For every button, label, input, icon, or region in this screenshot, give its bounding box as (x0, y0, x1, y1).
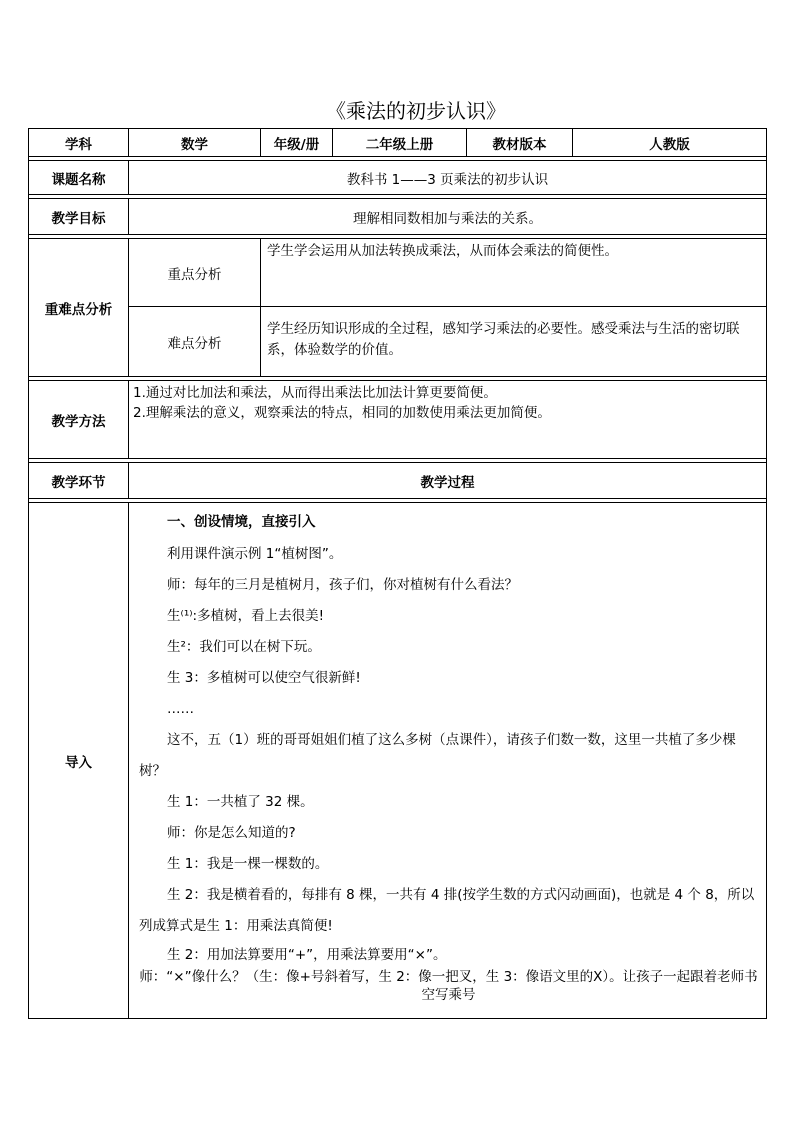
intro-stage-label: 导入 (29, 503, 129, 1019)
key-value: 学生学会运用从加法转换成乘法，从而体会乘法的简便性。 (261, 239, 767, 307)
method-line-1: 1.通过对比加法和乘法，从而得出乘法比加法计算更要简便。 (133, 385, 497, 401)
intro-heading: 一、创设情境，直接引入 (167, 514, 316, 530)
intro-line: 师：每年的三月是植树月，孩子们，你对植树有什么看法？ (167, 577, 518, 593)
objective-row (29, 199, 767, 235)
lesson-plan-table (28, 128, 767, 1019)
stage-header-row (29, 463, 767, 499)
intro-line: 生²：我们可以在树下玩。 (167, 639, 321, 655)
intro-line: 利用课件演示例 1“植树图”。 (167, 546, 343, 562)
intro-line: 这不，五（1）班的哥哥姐姐们植了这么多树（点课件），请孩子们数一数，这里一共植了多少棵树？ (139, 732, 736, 779)
grade-label: 年级/册 (261, 129, 333, 157)
topic-value: 教科书 1——3 页乘法的初步认识 (129, 161, 767, 195)
difficult-point-row (29, 307, 767, 377)
objective-label: 教学目标 (29, 199, 129, 235)
process-label: 教学过程 (129, 463, 767, 499)
method-row (29, 381, 767, 459)
intro-line: 生⁽¹⁾:多植树，看上去很美! (167, 608, 325, 624)
difficult-label: 难点分析 (129, 307, 261, 377)
intro-line: 生 2：我是横着看的，每排有 8 棵，一共有 4 排(按学生数的方式闪动画面)，也就是 4 个 8，所以列成算式是生 1：用乘法真简便! (139, 887, 755, 934)
intro-row (29, 503, 767, 1019)
subject-label: 学科 (29, 129, 129, 157)
key-point-row (29, 239, 767, 307)
edition-value: 人教版 (573, 129, 767, 157)
objective-value: 理解相同数相加与乘法的关系。 (129, 199, 767, 235)
header-row (29, 129, 767, 157)
intro-line: 生 2：用加法算要用“+”，用乘法算要用“×”。 (167, 947, 447, 963)
intro-line: 生 3：多植树可以使空气很新鲜! (167, 670, 361, 686)
method-line-2: 2.理解乘法的意义，观察乘法的特点，相同的加数使用乘法更加简便。 (133, 405, 551, 421)
difficult-value: 学生经历知识形成的全过程，感知学习乘法的必要性。感受乘法与生活的密切联系，体验数学的价值。 (261, 307, 767, 377)
stage-label: 教学环节 (29, 463, 129, 499)
intro-line: …… (167, 701, 194, 717)
intro-line: 生 1：一共植了 32 棵。 (167, 794, 314, 810)
key-points-label: 重难点分析 (29, 239, 129, 377)
topic-row (29, 161, 767, 195)
intro-line: 生 1：我是一棵一棵数的。 (167, 856, 329, 872)
key-label: 重点分析 (129, 239, 261, 307)
topic-label: 课题名称 (29, 161, 129, 195)
grade-value: 二年级上册 (333, 129, 467, 157)
intro-process (129, 503, 767, 1019)
intro-line: 师：“×”像什么？（生：像+号斜着写，生 2：像一把叉，生 3：像语文里的X）。让孩子一起跟着老师书空写乘号 (139, 969, 758, 1003)
method-value (129, 381, 767, 459)
method-label: 教学方法 (29, 381, 129, 459)
subject-value: 数学 (129, 129, 261, 157)
edition-label: 教材版本 (467, 129, 573, 157)
page-title: 《乘法的初步认识》 (326, 99, 506, 123)
intro-line: 师：你是怎么知道的? (167, 825, 296, 841)
